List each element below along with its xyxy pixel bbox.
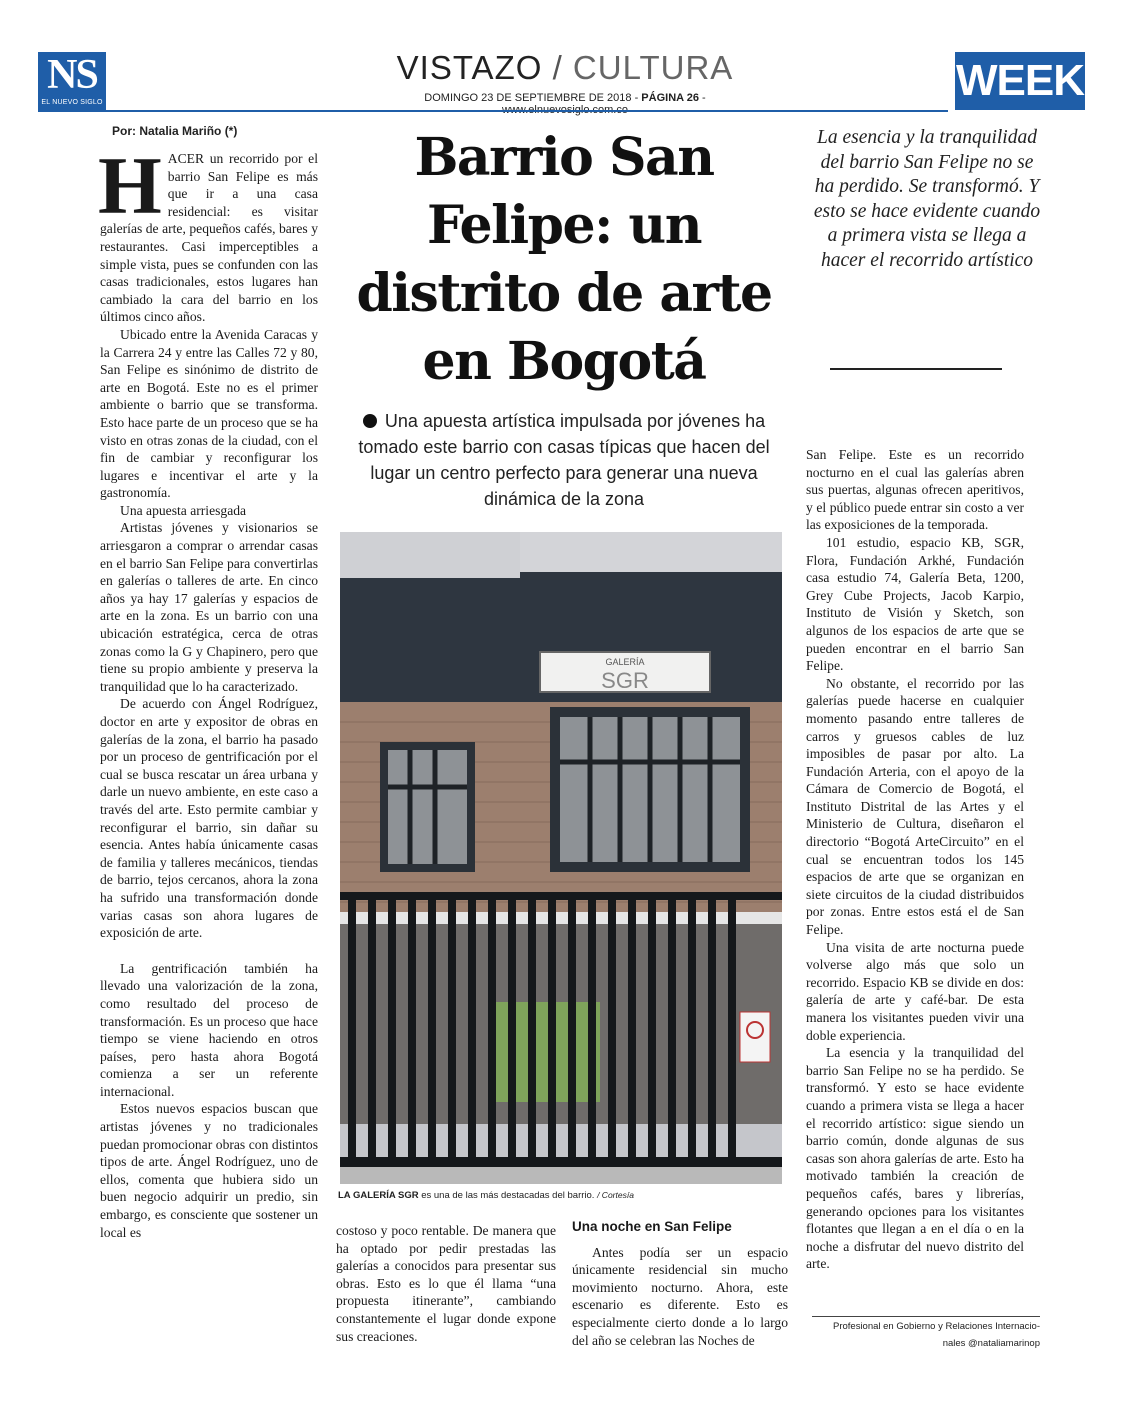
section-title — [360, 48, 770, 88]
paragraph: De acuerdo con Ángel Rodríguez, doctor en arte y expositor de obras en galerías de la zona, el barrio ha pasado por un proceso de gentrificación por el cual se busca rescatar un área urbana y darle un nuevo ambiente, en este caso a través del arte. Esto permite cambiar y reconfigurar el barrio, sin dañar su esencia. Antes había únicamente casas de familia y talleres mecánicos, tiendas de barrio, tejos cercanos, ahora la zona ha sufrido una transformación donde varias casas son ahora lugares de exposición de arte. — [100, 696, 318, 941]
paragraph: 101 estudio, espacio KB, SGR, Flora, Fundación Arkhé, Fundación casa estudio 74, Galería Beta, 1200, Grey Cube Projects, Jacob Karpio, Instituto de Visión y Sketch, son algunos de los espacios de arte que se pueden encontrar en el barrio San Felipe. — [806, 534, 1024, 674]
section-main: VISTAZO — [396, 49, 543, 86]
bullet-icon — [363, 414, 377, 428]
caption-text: es una de las más destacadas del barrio. — [418, 1190, 598, 1201]
paragraph — [98, 140, 318, 326]
week-badge: WEEK — [955, 52, 1085, 110]
footnote-line: Profesional en Gobierno y Relaciones Internacio- — [832, 1321, 1040, 1332]
logo-name: EL NUEVO SIGLO — [41, 99, 103, 106]
paragraph: La gentrificación también ha llevado una valorización de la zona, como resultado del proceso de transformación. Es un proceso que hace tiempo se viene haciendo en otros países, pero hasta ahora Bogotá comienza a ser un referente internacional. — [100, 960, 318, 1099]
paragraph: Estos nuevos espacios buscan que artistas jóvenes y no tradicionales puedan promocionar obras con distintos tipos de arte. Ángel Rodríguez, uno de ellos, comenta que hubiera sido un buen negocio adquirir un predio, sin embargo, es consciente que sostener un local es — [100, 1101, 318, 1240]
byline: Por: Natalia Mariño (*) — [112, 124, 238, 138]
footnote-line: nales @nataliamarinop — [942, 1338, 1040, 1349]
paragraph: Artistas jóvenes y visionarios se arriesgaron a comprar o arrendar casas en el barrio San Felipe para convertirlas en galerías o talleres de arte. En cinco años ya hay 17 galerías y espacios de arte en la zona. Es un barrio con una ubicación estratégica, cerca de otras zonas como la G y Chapinero, pero que tiene su propio ambiente y preserva la tranquilidad que lo ha caracterizado. — [100, 520, 318, 694]
date-text: DOMINGO 23 DE SEPTIEMBRE DE 2018 - — [424, 92, 642, 104]
headline: Barrio San Felipe: un distrito de arte en Bogotá — [356, 127, 772, 392]
author-footnote — [812, 1318, 1040, 1352]
deck — [340, 408, 788, 512]
pull-quote-rule — [830, 368, 1002, 370]
column-2 — [336, 1222, 556, 1345]
newspaper-logo — [38, 52, 106, 110]
gallery-building-illustration — [340, 532, 782, 1184]
column-3 — [572, 1218, 788, 1349]
caption-lead: LA GALERÍA SGR — [338, 1190, 419, 1201]
gallery-photo — [340, 532, 782, 1184]
dateline — [360, 92, 770, 116]
sign-small-text: GALERÍA — [605, 657, 645, 667]
section-slash: / — [542, 49, 573, 86]
paragraph-text: ACER un recorrido por el barrio San Felipe es más que ir a una casa residencial: es visitar galerías de arte, pequeños cafés, bares y restaurantes. Casi imperceptibles a simple vista, pues se confunden con las casas tradicionales, estos lugares han cambiado la cara del barrio en los últimos cinco años. — [100, 151, 318, 325]
paragraph: No obstante, el recorrido por las galerías puede hacerse en cualquier momento pasando entre talleres de carros y gruesos cables de luz imposibles de pasar por alto. La Fundación Arteria, con el apoyo de la Cámara de Comercio de Bogotá, el Instituto Distrital de las Artes y el Ministerio de Cultura, diseñaron el directorio “Bogotá ArteCircuito” en el cual se encuentran todos los 145 espacios de arte que se organizan en siete circuitos de la ciudad distribuidos por zonas. Entre estos está el de San Felipe. — [806, 675, 1024, 938]
column-4 — [806, 446, 1024, 1273]
subheading: Una apuesta arriesgada — [120, 502, 247, 518]
section-sub: CULTURA — [572, 49, 734, 86]
pull-quote: La esencia y la tranquilidad del barrio San Felipe no se ha perdido. Se transformó. Y esto se hace evidente cuando a primera vista se llega a hacer el recorrido artístico — [813, 127, 1041, 271]
column-1 — [98, 140, 318, 1241]
paragraph: costoso y poco rentable. De manera que ha optado por pedir prestadas las galerías a conocidos para presentar sus obras. Esto es lo que él llama “una propuesta itinerante”, cambiando constantemente el lugar donde expone sus creaciones. — [336, 1223, 556, 1344]
paragraph: Ubicado entre la Avenida Caracas y la Carrera 24 y entre las Calles 72 y 80, San Felipe es sinónimo de distrito de arte en Bogotá. Este no es el primer ambiente o barrio que se transforma. Esto hace parte de un proceso que se ha visto en otras zonas de la ciudad, con el fin de cambiar y reconfigurar los lugares e incentivar el arte y la gastronomía. — [100, 326, 318, 501]
drop-cap: H — [98, 140, 162, 231]
paragraph: Una visita de arte nocturna puede volverse algo más que solo un recorrido. Espacio KB se divide en dos: galería de arte y café-bar. De esta manera los visitantes pueden vivir una doble experiencia. — [806, 939, 1024, 1043]
logo-letters: NS — [47, 52, 97, 98]
deck-text: Una apuesta artística impulsada por jóvenes ha tomado este barrio con casas típicas que hacen del lugar un centro perfecto para generar una nueva dinámica de la zona — [358, 411, 770, 509]
photo-caption — [338, 1190, 788, 1201]
paragraph: San Felipe. Este es un recorrido nocturno en el cual las galerías abren sus puertas, algunas ofrecen aperitivos, y el público puede entrar sin costo a ver las exposiciones de la temporada. — [806, 447, 1024, 533]
footnote-rule — [812, 1316, 1040, 1317]
paragraph: Antes podía ser un espacio únicamente residencial sin mucho movimiento nocturno. Ahora, este escenario es diferente. Esto es especialmente cierto donde a lo largo del año se celebran las Noches de — [572, 1244, 788, 1348]
masthead-rule — [38, 110, 948, 112]
caption-credit: / Cortesía — [597, 1190, 634, 1200]
paragraph: La esencia y la tranquilidad del barrio San Felipe no se ha perdido. Se transformó. Y esto se hace evidente cuando a primera vista se llega a hacer el recorrido artístico: sigue siendo un barrio común, donde algunas de sus casas son ahora galerías de arte. Esto ha motivado también la creación de pequeños cafés, bares y librerías, generando opciones para los visitantes flotantes que llegan a en el día o en la noche a disfrutar del nuevo distrito del arte. — [806, 1045, 1024, 1272]
site-url: - — [702, 92, 706, 104]
subheading: Una noche en San Felipe — [572, 1219, 732, 1234]
page-number: PÁGINA 26 — [641, 92, 699, 104]
sign-big-text: SGR — [601, 668, 649, 693]
